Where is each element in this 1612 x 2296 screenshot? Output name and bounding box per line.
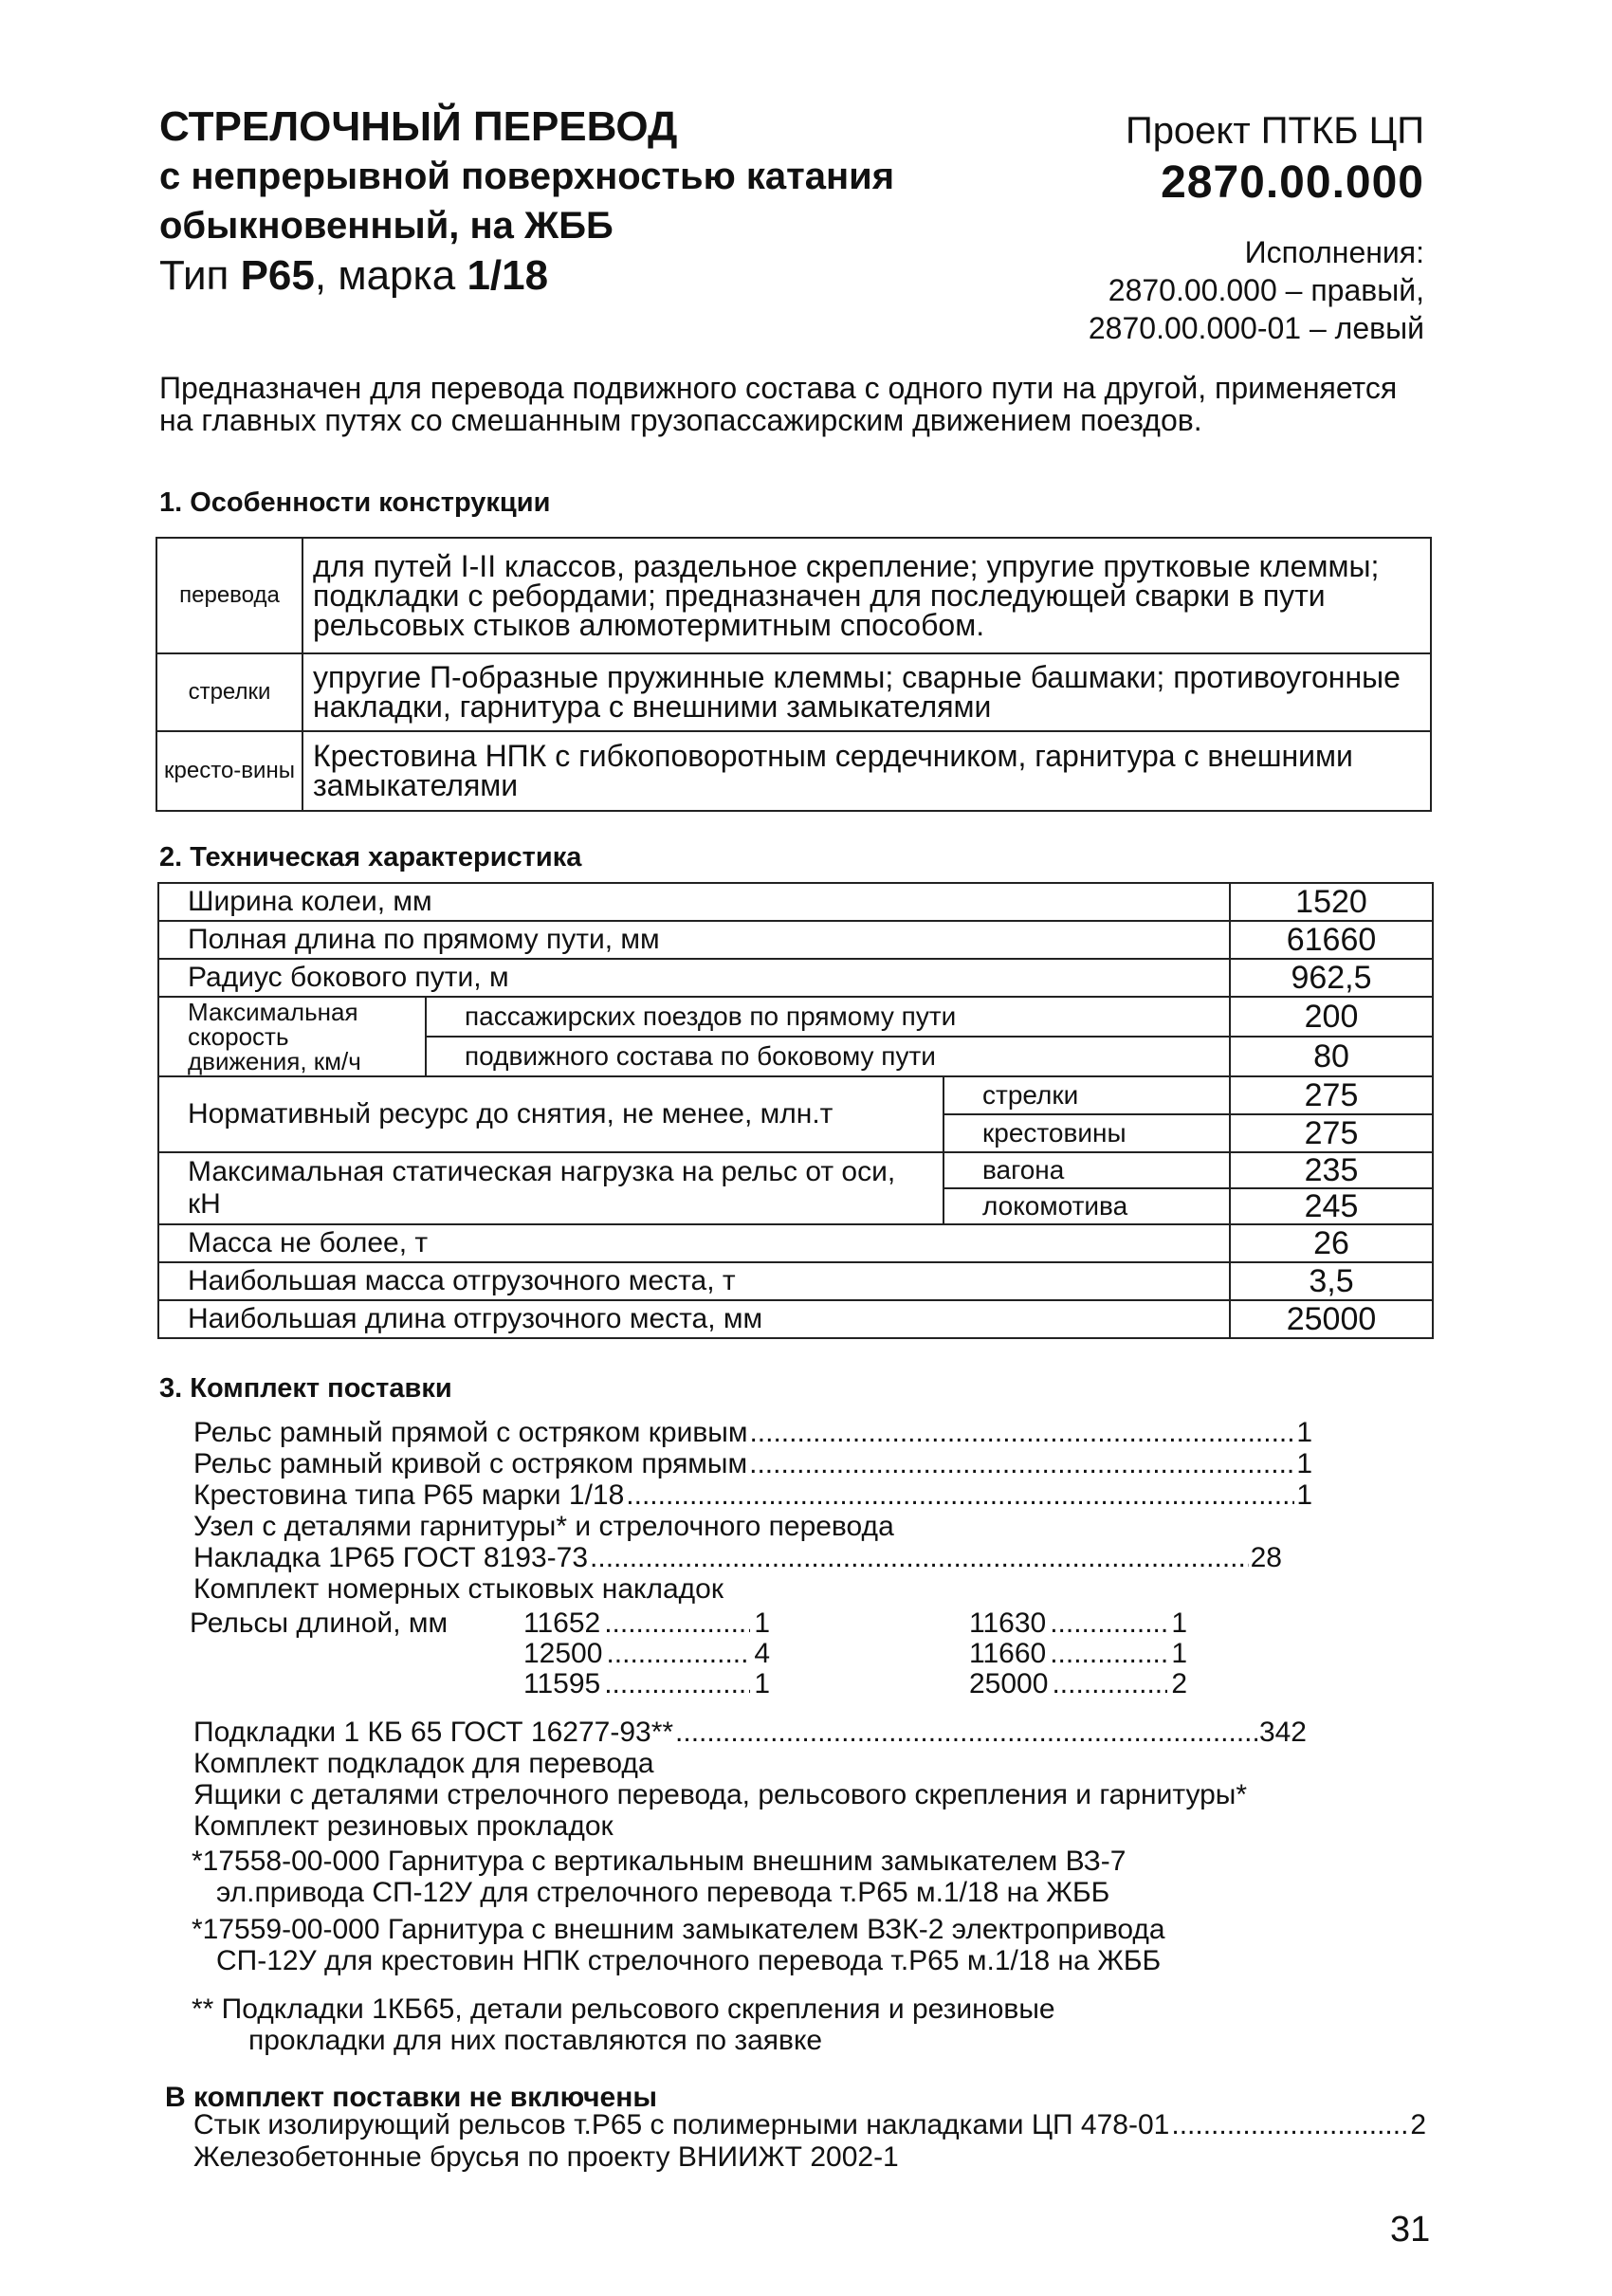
rail-length: 12500 — [523, 1638, 603, 1669]
table-row — [158, 1152, 1433, 1188]
list-item — [193, 1542, 1282, 1573]
load-wagon-label: вагона — [943, 1152, 1230, 1188]
item-text: Подкладки 1 КБ 65 ГОСТ 16277-93** — [193, 1717, 674, 1748]
footnote-3 — [192, 1993, 1424, 2056]
title-line-3: обыкновенный, на ЖББ — [159, 205, 614, 247]
item-text: Накладка 1Р65 ГОСТ 8193-73 — [193, 1542, 589, 1573]
gauge-value: 1520 — [1230, 883, 1433, 921]
radius-label: Радиус бокового пути, м — [158, 959, 1230, 997]
rail-item — [969, 1608, 1187, 1639]
radius-value: 962,5 — [1230, 959, 1433, 997]
speed-side-label: подвижного состава по боковому пути — [426, 1037, 1230, 1076]
speed-label: Максимальная скорость движения, км/ч — [158, 997, 426, 1076]
footnote-line: *17558-00-000 Гарнитура с вертикальным внешним замыкателем ВЗ-7 — [192, 1846, 1127, 1877]
item-qty: 342 — [1258, 1717, 1307, 1748]
executions-label: Исполнения: — [1244, 235, 1424, 269]
footnote-line: СП-12У для крестовин НПК стрелочного перевода т.Р65 м.1/18 на ЖББ — [216, 1945, 1162, 1976]
footnote-2 — [192, 1914, 1424, 1976]
rails-label: Рельсы длиной, мм — [190, 1607, 449, 1639]
row-value: упругие П-образные пружинные клеммы; сварные башмаки; противоугонные накладки, гарнитура с внешними замыкателями — [302, 653, 1431, 731]
list-item — [193, 1479, 1312, 1511]
rail-qty: 1 — [754, 1607, 770, 1639]
rail-item — [523, 1608, 770, 1639]
list-item — [193, 2109, 1426, 2141]
row-key: стрелки — [156, 653, 302, 731]
load-label: Максимальная статическая нагрузка на рельс от оси, кН — [158, 1152, 943, 1224]
node-line: Узел с деталями гарнитуры* и стрелочного перевода — [193, 1511, 894, 1542]
table-row — [158, 959, 1433, 997]
item-text: Стык изолирующий рельсов т.Р65 с полимерными накладками ЦП 478-01 — [193, 2109, 1170, 2140]
rail-item — [523, 1669, 770, 1699]
resource-frog-value: 275 — [1230, 1114, 1433, 1152]
leader-dots — [1052, 1669, 1167, 1699]
length-label: Полная длина по прямому пути, мм — [158, 921, 1230, 959]
item-qty: 28 — [1250, 1542, 1282, 1573]
footnote-1 — [192, 1846, 1424, 1908]
section-1-title: 1. Особенности конструкции — [159, 487, 551, 518]
execution-left: 2870.00.000-01 – левый — [1088, 311, 1424, 345]
leader-dots — [1171, 2109, 1408, 2141]
leader-dots — [626, 1479, 1294, 1511]
section-2-title: 2. Техническая характеристика — [159, 842, 582, 872]
leader-dots — [749, 1417, 1294, 1448]
rail-item — [523, 1639, 770, 1669]
leader-dots — [1050, 1639, 1167, 1669]
table-row — [158, 883, 1433, 921]
table-row — [158, 1076, 1433, 1114]
item-text: Рельс рамный кривой с остряком прямым — [193, 1448, 748, 1479]
mass-label: Масса не более, т — [158, 1224, 1230, 1262]
item-qty: 1 — [1296, 1479, 1312, 1511]
pad-set: Комплект подкладок для перевода — [193, 1748, 654, 1779]
project-info — [988, 106, 1424, 347]
boxes-line: Ящики с деталями стрелочного перевода, рельсового скрепления и гарнитуры* — [193, 1779, 1248, 1810]
type-line — [159, 250, 1041, 302]
item-qty: 1 — [1296, 1448, 1312, 1479]
speed-pass-label: пассажирских поездов по прямому пути — [426, 997, 1230, 1037]
project-label: Проект ПТКБ ЦП — [1125, 110, 1424, 152]
intro-paragraph: Предназначен для перевода подвижного состава с одного пути на другой, применяется на главных путях со смешанным грузопассажирским движением поездов. — [159, 371, 1398, 437]
mass-value: 26 — [1230, 1224, 1433, 1262]
rail-qty: 1 — [754, 1668, 770, 1699]
ship-mass-label: Наибольшая масса отгрузочного места, т — [158, 1262, 1230, 1300]
page-number: 31 — [1390, 2210, 1431, 2250]
leader-dots — [675, 1717, 1257, 1748]
list-item — [193, 1717, 1307, 1748]
numbered-set: Комплект номерных стыковых накладок — [193, 1573, 724, 1605]
leader-dots — [1050, 1608, 1167, 1639]
sleepers-line: Железобетонные брусья по проекту ВНИИЖТ 2002-1 — [193, 2141, 899, 2173]
row-value: Крестовина НПК с гибкоповоротным сердечником, гарнитура с внешними замыкателями — [302, 731, 1431, 811]
item-text: Крестовина типа Р65 марки 1/18 — [193, 1479, 625, 1511]
title-line-1: СТРЕЛОЧНЫЙ ПЕРЕВОД — [159, 103, 678, 150]
row-key: кресто-вины — [156, 731, 302, 811]
resource-switch-value: 275 — [1230, 1076, 1433, 1114]
load-loco-label: локомотива — [943, 1188, 1230, 1224]
footnote-line: *17559-00-000 Гарнитура с внешним замыкателем ВЗК-2 электропривода — [192, 1914, 1165, 1945]
item-qty: 2 — [1410, 2109, 1426, 2140]
section-3-title: 3. Комплект поставки — [159, 1373, 452, 1404]
type-value: Р65 — [240, 252, 315, 299]
item-text: Рельс рамный прямой с остряком кривым — [193, 1417, 748, 1448]
speed-pass-value: 200 — [1230, 997, 1433, 1037]
rail-length: 11630 — [969, 1607, 1047, 1639]
footnote-line: прокладки для них поставляются по заявке — [248, 2025, 823, 2056]
mark-value: 1/18 — [467, 252, 549, 299]
list-item — [193, 1448, 1312, 1479]
resource-frog-label: крестовины — [943, 1114, 1230, 1152]
table-row — [156, 653, 1431, 731]
supply-list — [193, 1417, 1312, 1605]
rail-length: 25000 — [969, 1668, 1049, 1699]
supply-list-continued — [193, 1717, 1312, 1842]
gauge-label: Ширина колеи, мм — [158, 883, 1230, 921]
type-prefix: Тип — [159, 252, 241, 299]
rail-item — [969, 1669, 1187, 1699]
rail-length: 11660 — [969, 1638, 1047, 1669]
row-key: перевода — [156, 538, 302, 653]
footnote-line: эл.привода СП-12У для стрелочного перевода т.Р65 м.1/18 на ЖББ — [216, 1877, 1110, 1908]
table-row — [158, 1224, 1433, 1262]
rubber-set: Комплект резиновых прокладок — [193, 1810, 614, 1842]
leader-dots — [590, 1542, 1249, 1573]
leader-dots — [604, 1669, 750, 1699]
row-value: для путей I-II классов, раздельное скрепление; упругие прутковые клеммы; подкладки с ребордами; предназначен для последующей сварки в пути рельсовых стыков алюмотермитным способом. — [302, 538, 1431, 653]
not-included-title: В комплект поставки не включены — [165, 2082, 657, 2113]
leader-dots — [604, 1608, 750, 1639]
tech-table — [157, 882, 1434, 1339]
not-included-list — [193, 2109, 1426, 2174]
leader-dots — [606, 1639, 750, 1669]
rails-column-2 — [969, 1608, 1187, 1699]
table-row — [156, 538, 1431, 653]
load-loco-value: 245 — [1230, 1188, 1433, 1224]
speed-side-value: 80 — [1230, 1037, 1433, 1076]
rail-item — [969, 1639, 1187, 1669]
footnote-line: ** Подкладки 1КБ65, детали рельсового скрепления и резиновые — [192, 1993, 1055, 2025]
rails-column-1 — [523, 1608, 770, 1699]
table-row — [158, 1300, 1433, 1338]
rail-qty: 2 — [1171, 1668, 1187, 1699]
item-qty: 1 — [1296, 1417, 1312, 1448]
rail-length: 11595 — [523, 1668, 601, 1699]
document-title — [159, 102, 1041, 302]
execution-right: 2870.00.000 – правый, — [1108, 273, 1424, 307]
project-number: 2870.00.000 — [1161, 157, 1424, 208]
title-line-2: с непрерывной поверхностью катания — [159, 156, 895, 197]
resource-switch-label: стрелки — [943, 1076, 1230, 1114]
resource-label: Нормативный ресурс до снятия, не менее, млн.т — [158, 1076, 943, 1152]
table-row — [158, 921, 1433, 959]
length-value: 61660 — [1230, 921, 1433, 959]
table-row — [158, 997, 1433, 1037]
rail-qty: 1 — [1171, 1638, 1187, 1669]
list-item — [193, 1417, 1312, 1448]
table-row — [156, 731, 1431, 811]
ship-len-label: Наибольшая длина отгрузочного места, мм — [158, 1300, 1230, 1338]
leader-dots — [749, 1448, 1294, 1479]
rail-qty: 4 — [754, 1638, 770, 1669]
ship-len-value: 25000 — [1230, 1300, 1433, 1338]
table-row — [158, 1262, 1433, 1300]
load-wagon-value: 235 — [1230, 1152, 1433, 1188]
rail-length: 11652 — [523, 1607, 601, 1639]
rail-qty: 1 — [1171, 1607, 1187, 1639]
construction-table — [156, 537, 1432, 812]
mark-prefix: , марка — [314, 252, 467, 299]
ship-mass-value: 3,5 — [1230, 1262, 1433, 1300]
